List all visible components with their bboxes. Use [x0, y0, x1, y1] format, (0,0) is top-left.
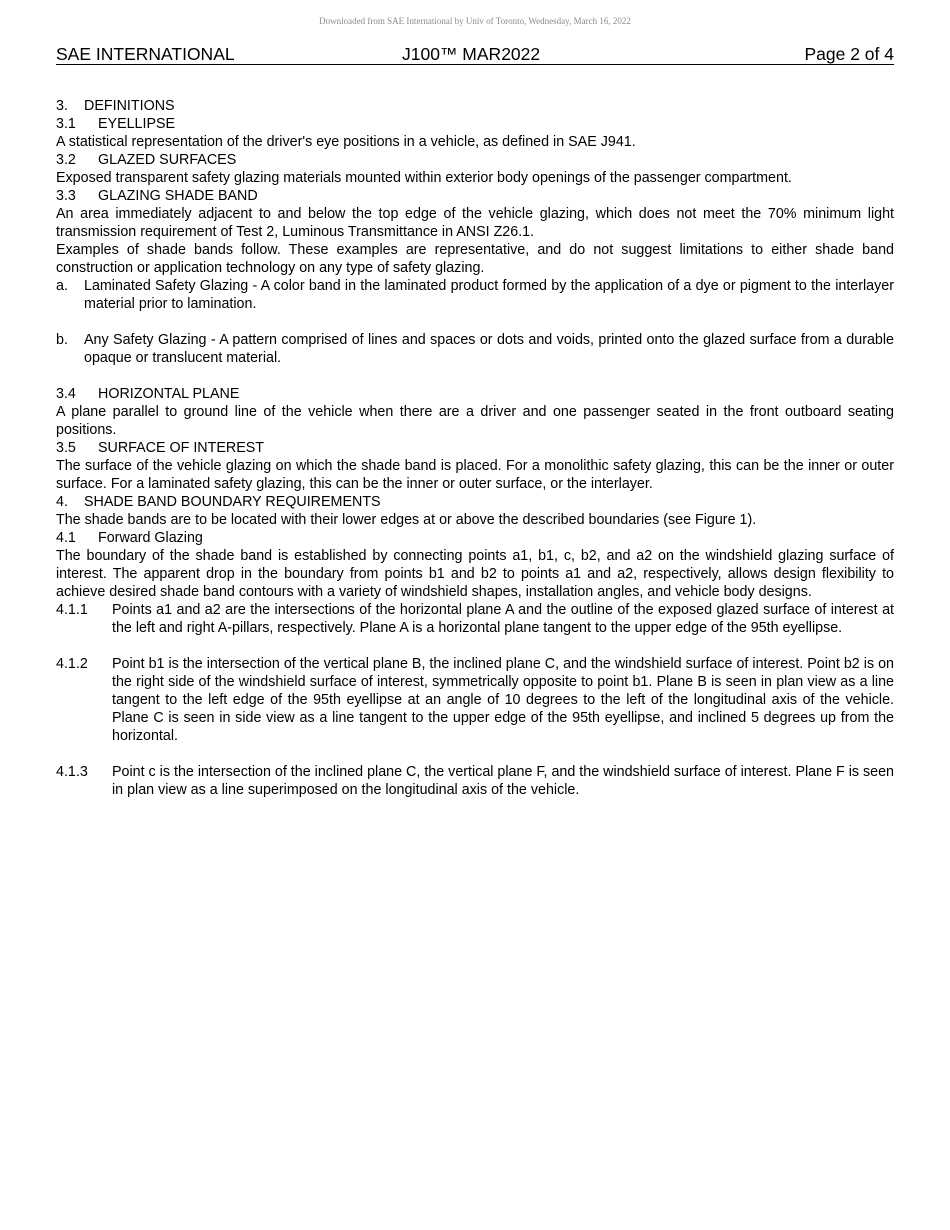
- paragraph: The boundary of the shade band is established by connecting points a1, b1, c, b2, and a2 on the windshield glazing surface of interest. The apparent drop in the boundary from points b1 and b2 to points a1 and a2, respectively, allows design flexibility to achieve desired shade band contours with a variety of windshield shapes, installation angles, and vehicle body designs.: [56, 548, 894, 600]
- list-item: [56, 763, 894, 799]
- section-heading-3-2: [56, 151, 894, 169]
- section-title: HORIZONTAL PLANE: [98, 386, 240, 402]
- header-organization: SAE INTERNATIONAL: [56, 44, 235, 64]
- list-item-text: Points a1 and a2 are the intersections of the horizontal plane A and the outline of the exposed glazed surface of interest at the left and right A-pillars, respectively. Plane A is a horizontal plane tangent to the upper edge of the 95th eyellipse.: [112, 602, 894, 636]
- list-item-text: Point b1 is the intersection of the vertical plane B, the inclined plane C, and the windshield surface of interest. Point b2 is on the right side of the windshield surface of interest, symmetrically opposite to point b1. Plane B is seen in plan view as a line tangent to the left edge of the 95th eyellipse at an angle of 10 degrees to the left of the longitudinal axis of the vehicle. Plane C is seen in side view as a line tangent to the upper edge of the 95th eyellipse, and inclined 5 degrees up from the horizontal.: [112, 656, 894, 744]
- section-heading-3: [56, 97, 894, 115]
- section-number: 3.3: [56, 188, 76, 204]
- section-number: 3.5: [56, 440, 76, 456]
- paragraph: Examples of shade bands follow. These examples are representative, and do not suggest limitations to either shade band construction or application technology on any type of safety glazing.: [56, 242, 894, 276]
- section-number: 3.2: [56, 152, 76, 168]
- list-item-text: Laminated Safety Glazing - A color band in the laminated product formed by the application of a dye or pigment to the interlayer material prior to lamination.: [84, 278, 894, 312]
- section-title: GLAZING SHADE BAND: [98, 188, 258, 204]
- page-header: [56, 44, 894, 65]
- section-heading-3-4: [56, 385, 894, 403]
- section-heading-4: [56, 493, 894, 511]
- section-number: 4.: [56, 494, 68, 510]
- section-heading-3-1: [56, 115, 894, 133]
- list-item: [56, 331, 894, 367]
- list-item-label: a.: [56, 278, 68, 294]
- section-number: 3.: [56, 98, 68, 114]
- list-item-label: 4.1.3: [56, 764, 88, 780]
- section-title: SHADE BAND BOUNDARY REQUIREMENTS: [84, 494, 381, 510]
- section-title: GLAZED SURFACES: [98, 152, 237, 168]
- list-item-label: b.: [56, 332, 68, 348]
- section-title: SURFACE OF INTEREST: [98, 440, 265, 456]
- list-item: [56, 277, 894, 313]
- list-item-text: Any Safety Glazing - A pattern comprised of lines and spaces or dots and voids, printed onto the glazed surface from a durable opaque or translucent material.: [84, 332, 894, 366]
- section-number: 4.1: [56, 530, 76, 546]
- section-title: EYELLIPSE: [98, 116, 176, 132]
- section-heading-3-3: [56, 187, 894, 205]
- paragraph: An area immediately adjacent to and below the top edge of the vehicle glazing, which does not meet the 70% minimum light transmission requirement of Test 2, Luminous Transmittance in ANSI Z26.1.: [56, 206, 894, 240]
- download-watermark: Downloaded from SAE International by Univ of Toronto, Wednesday, March 16, 2022: [319, 16, 631, 26]
- section-number: 3.1: [56, 116, 76, 132]
- list-item: [56, 601, 894, 637]
- section-title: DEFINITIONS: [84, 98, 175, 114]
- list-item-label: 4.1.2: [56, 656, 88, 672]
- document-body: [56, 97, 894, 817]
- paragraph: Exposed transparent safety glazing materials mounted within exterior body openings of the passenger compartment.: [56, 170, 792, 186]
- paragraph: A statistical representation of the driver's eye positions in a vehicle, as defined in SAE J941.: [56, 134, 636, 150]
- paragraph: The surface of the vehicle glazing on which the shade band is placed. For a monolithic safety glazing, this can be the inner or outer surface. For a laminated safety glazing, this can be the inner or outer surface, or the interlayer.: [56, 458, 894, 492]
- list-item-label: 4.1.1: [56, 602, 88, 618]
- header-document-id: J100™ MAR2022: [402, 44, 541, 64]
- header-page-number: Page 2 of 4: [804, 44, 894, 64]
- section-number: 3.4: [56, 386, 76, 402]
- list-item-text: Point c is the intersection of the inclined plane C, the vertical plane F, and the windshield surface of interest. Plane F is seen in plan view as a line superimposed on the longitudinal axis of the vehicle.: [112, 764, 895, 798]
- section-title: Forward Glazing: [98, 530, 203, 546]
- section-heading-3-5: [56, 439, 894, 457]
- section-heading-4-1: [56, 529, 894, 547]
- paragraph: A plane parallel to ground line of the vehicle when there are a driver and one passenger seated in the front outboard seating positions.: [56, 404, 894, 438]
- paragraph: The shade bands are to be located with their lower edges at or above the described boundaries (see Figure 1).: [56, 512, 757, 528]
- list-item: [56, 655, 894, 745]
